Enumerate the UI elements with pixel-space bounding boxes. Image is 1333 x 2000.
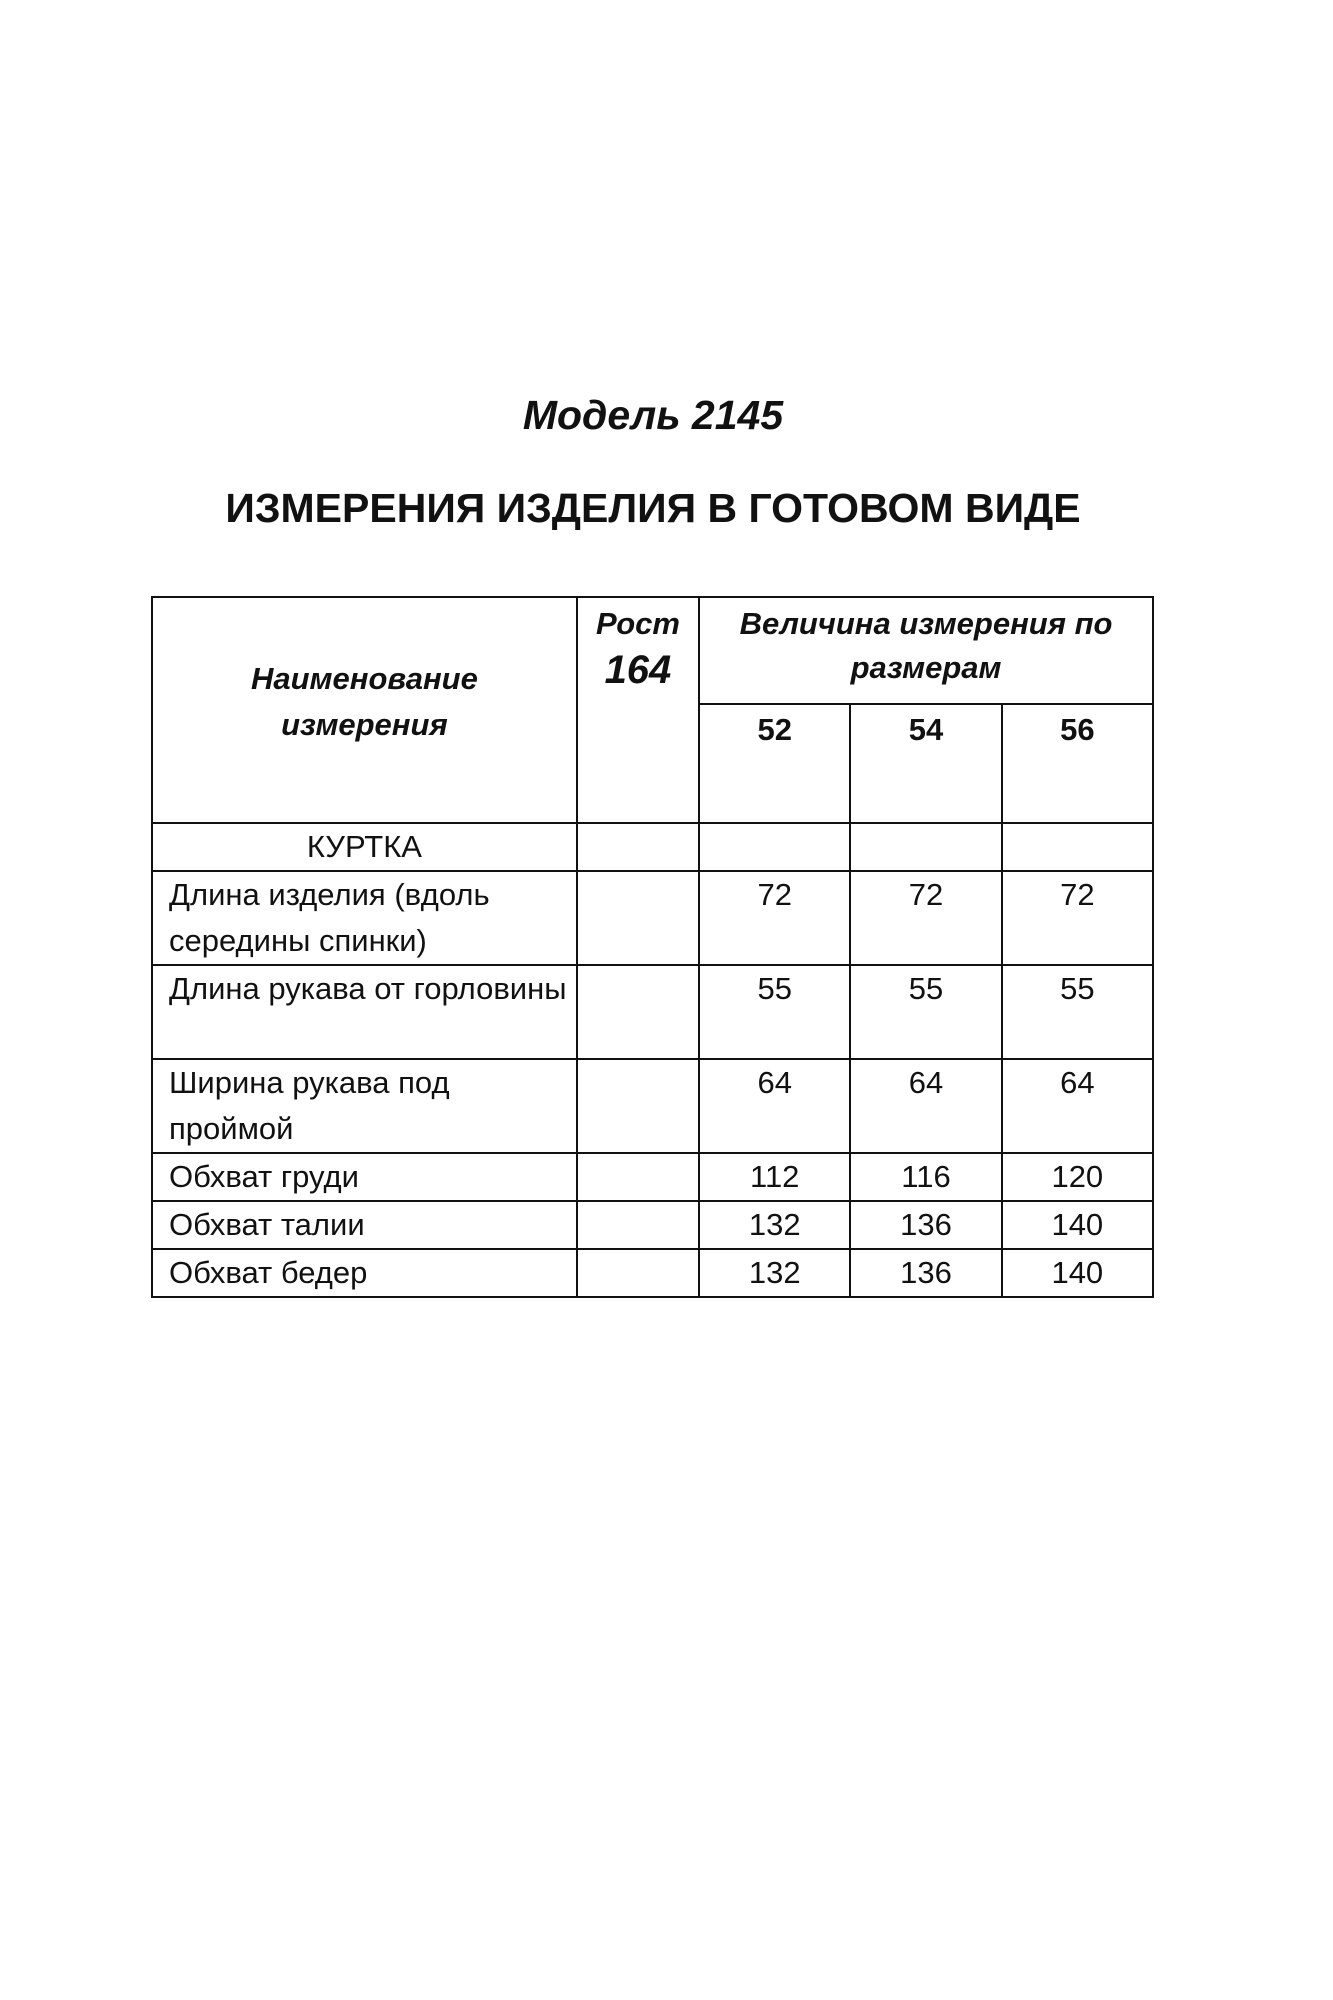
- header-measurement-name: [152, 597, 577, 823]
- value-cell: 72: [1002, 871, 1153, 965]
- table-header-row: [152, 597, 1153, 704]
- header-name-line1: Наименование: [250, 661, 478, 696]
- table-row: [152, 1059, 1153, 1153]
- value-cell: 116: [850, 1153, 1001, 1201]
- rost-cell: [577, 965, 699, 1059]
- measurement-name: Обхват талии: [152, 1201, 577, 1249]
- header-rost: [577, 597, 699, 823]
- value-cell: 120: [1002, 1153, 1153, 1201]
- size-56: 56: [1002, 704, 1153, 823]
- model-title: Модель 2145: [522, 392, 784, 438]
- section-label: КУРТКА: [152, 823, 577, 871]
- table-row: [152, 1201, 1153, 1249]
- value-cell: 64: [699, 1059, 850, 1153]
- table-row: [152, 965, 1153, 1059]
- value-cell: 140: [1002, 1201, 1153, 1249]
- size-52: 52: [699, 704, 850, 823]
- value-cell: 55: [699, 965, 850, 1059]
- rost-cell: [577, 1059, 699, 1153]
- table-row: [152, 1153, 1153, 1201]
- measurement-name: Обхват бедер: [152, 1249, 577, 1297]
- value-cell: 140: [1002, 1249, 1153, 1297]
- value-cell: 72: [699, 871, 850, 965]
- value-cell: 136: [850, 1249, 1001, 1297]
- measurements-table: [151, 596, 1154, 1298]
- measurement-name: Ширина рукава под проймой: [152, 1059, 577, 1153]
- value-cell: 132: [699, 1249, 850, 1297]
- value-cell: 64: [1002, 1059, 1153, 1153]
- header-name-line2: измерения: [281, 707, 448, 742]
- section-row: [152, 823, 1153, 871]
- rost-cell: [577, 1153, 699, 1201]
- value-cell: 64: [850, 1059, 1001, 1153]
- rost-label: Рост: [595, 606, 680, 641]
- value-cell: 72: [850, 871, 1001, 965]
- rost-value: 164: [604, 648, 672, 692]
- measurement-name: Обхват груди: [152, 1153, 577, 1201]
- table-row: [152, 871, 1153, 965]
- empty-cell: [1002, 823, 1153, 871]
- measurement-name: Длина рукава от горловины: [152, 965, 577, 1059]
- value-cell: 132: [699, 1201, 850, 1249]
- header-values-by-size: Величина измерения по размерам: [699, 597, 1153, 704]
- rost-cell: [577, 1249, 699, 1297]
- rost-cell: [577, 1201, 699, 1249]
- rost-cell: [577, 871, 699, 965]
- value-cell: 136: [850, 1201, 1001, 1249]
- size-54: 54: [850, 704, 1001, 823]
- value-cell: 55: [1002, 965, 1153, 1059]
- empty-cell: [850, 823, 1001, 871]
- value-cell: 112: [699, 1153, 850, 1201]
- measurement-name: Длина изделия (вдоль середины спинки): [152, 871, 577, 965]
- table-row: [152, 1249, 1153, 1297]
- value-cell: 55: [850, 965, 1001, 1059]
- empty-cell: [699, 823, 850, 871]
- empty-cell: [577, 823, 699, 871]
- document-title: ИЗМЕРЕНИЯ ИЗДЕЛИЯ В ГОТОВОМ ВИДЕ: [225, 485, 1081, 531]
